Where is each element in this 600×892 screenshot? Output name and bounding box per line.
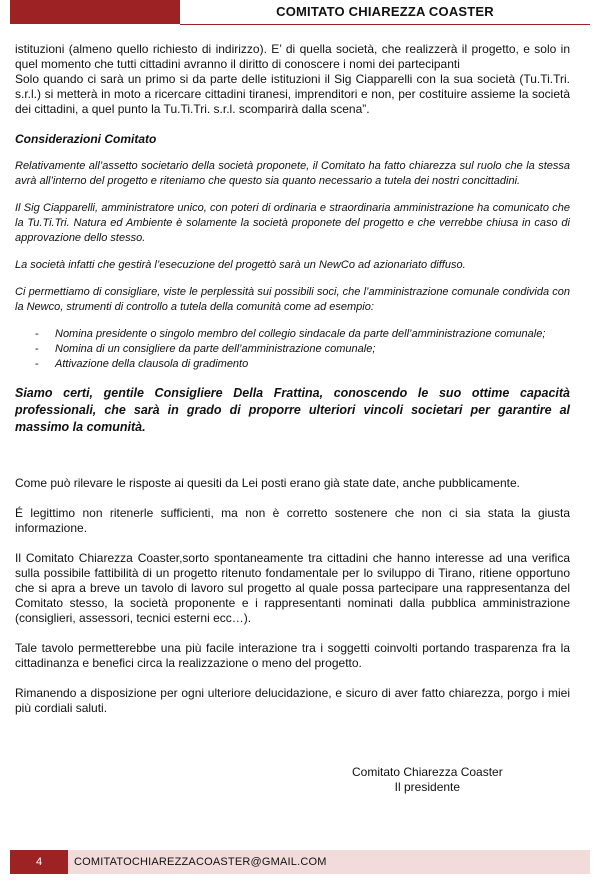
list-item [15,342,570,357]
document-body [15,42,570,716]
section-heading: Considerazioni Comitato [15,132,157,146]
paragraph: La società infatti che gestirà l’esecuzione del progettò sarà un NewCo ad azionariato diffuso. [15,259,466,271]
list-dash: - [35,328,39,340]
paragraph: Il Sig Ciapparelli, amministratore unico, con poteri di ordinaria e straordinaria amministrazione ha comunicato che la Tu.Ti.Tri. Natura ed Ambiente è solamente la società proponete del progetto e che verrebbe chiusa in caso di approvazione dello stesso. [15,202,570,244]
list-item [15,327,570,342]
paragraph: Ci permettiamo di consigliare, viste le perplessità sui possibili soci, che l’amministrazione comunale condivida con la Newco, strumenti di controllo a tutela della comunità come ad esempio: [15,286,570,313]
signature-organization: Comitato Chiarezza Coaster [352,765,503,779]
header-rule [180,24,590,25]
signature-role: Il presidente [394,780,461,794]
paragraph: Relativamente all’assetto societario della società proponete, il Comitato ha fatto chiarezza sul ruolo che la stessa avrà all’interno del progetto e riteniamo che questo sia quanto necessario a tutela dei nostri concittadini. [15,160,570,187]
list-item-text: Attivazione della clausola di gradimento [55,358,249,370]
paragraph: Rimanendo a disposizione per ogni ulteriore delucidazione, e sicuro di aver fatto chiarezza, porgo i miei più cordiali saluti. [15,686,570,715]
paragraph: Solo quando ci sarà un primo si da parte delle istituzioni il Sig Ciapparelli con la sua società (Tu.Ti.Tri. s.r.l.) si metterà in moto a ricercare cittadini tiranesi, imprenditori e non, per costituire assieme la società dei cittadini, a quel punto la Tu.Ti.Tri. s.r.l. scomparirà dalla scena”. [15,72,570,116]
paragraph: É legittimo non ritenerle sufficienti, ma non è corretto sostenere che non ci sia stata la giusta informazione. [15,506,570,535]
footer-email: COMITATOCHIAREZZACOASTER@GMAIL.COM [74,856,327,868]
list-item-text: Nomina presidente o singolo membro del collegio sindacale da parte dell’amministrazione comunale; [55,328,546,340]
list-dash: - [35,343,39,355]
paragraph: Il Comitato Chiarezza Coaster,sorto spontaneamente tra cittadini che hanno interesse ad una verifica sulla possibile fattibilità di un progetto ritenuto fondamentale per lo sviluppo di Tirano, ritiene opportuno che si apra a breve un tavolo di lavoro sul progetto al quale possa partecipare una rappresentanza del Comitato stesso, la società proponente e i rappresentanti nominati dalla pubblica amministrazione (consiglieri, assessori, tecnici esterni ecc…). [15,551,570,625]
list-item [15,357,570,372]
list-item-text: Nomina di un consigliere da parte dell’amministrazione comunale; [55,343,376,355]
paragraph: istituzioni (almeno quello richiesto di indirizzo). E’ di quella società, che realizzerà il progetto, e solo in quel momento che tutti cittadini avranno il diritto di conoscere i nomi dei partecipanti [15,42,570,71]
paragraph: Come può rilevare le risposte ai quesiti da Lei posti erano già state date, anche pubblicamente. [15,476,520,490]
page-number: 4 [10,850,68,874]
header-accent-bar [10,0,180,24]
header-title: COMITATO CHIAREZZA COASTER [276,4,494,19]
recommendation-list [15,327,570,372]
list-dash: - [35,358,39,370]
page-footer [10,850,590,874]
page-header [0,0,600,26]
signature-block [352,765,503,795]
emphasis-paragraph: Siamo certi, gentile Consigliere Della Frattina, conoscendo le suo ottime capacità professionali, che sarà in grado di proporre ulteriori vincoli societari per garantire al massimo la comunità. [15,386,570,434]
paragraph: Tale tavolo permetterebbe una più facile interazione tra i soggetti coinvolti portando trasparenza fra la cittadinanza e benefici circa la realizzazione o meno del progetto. [15,641,570,670]
